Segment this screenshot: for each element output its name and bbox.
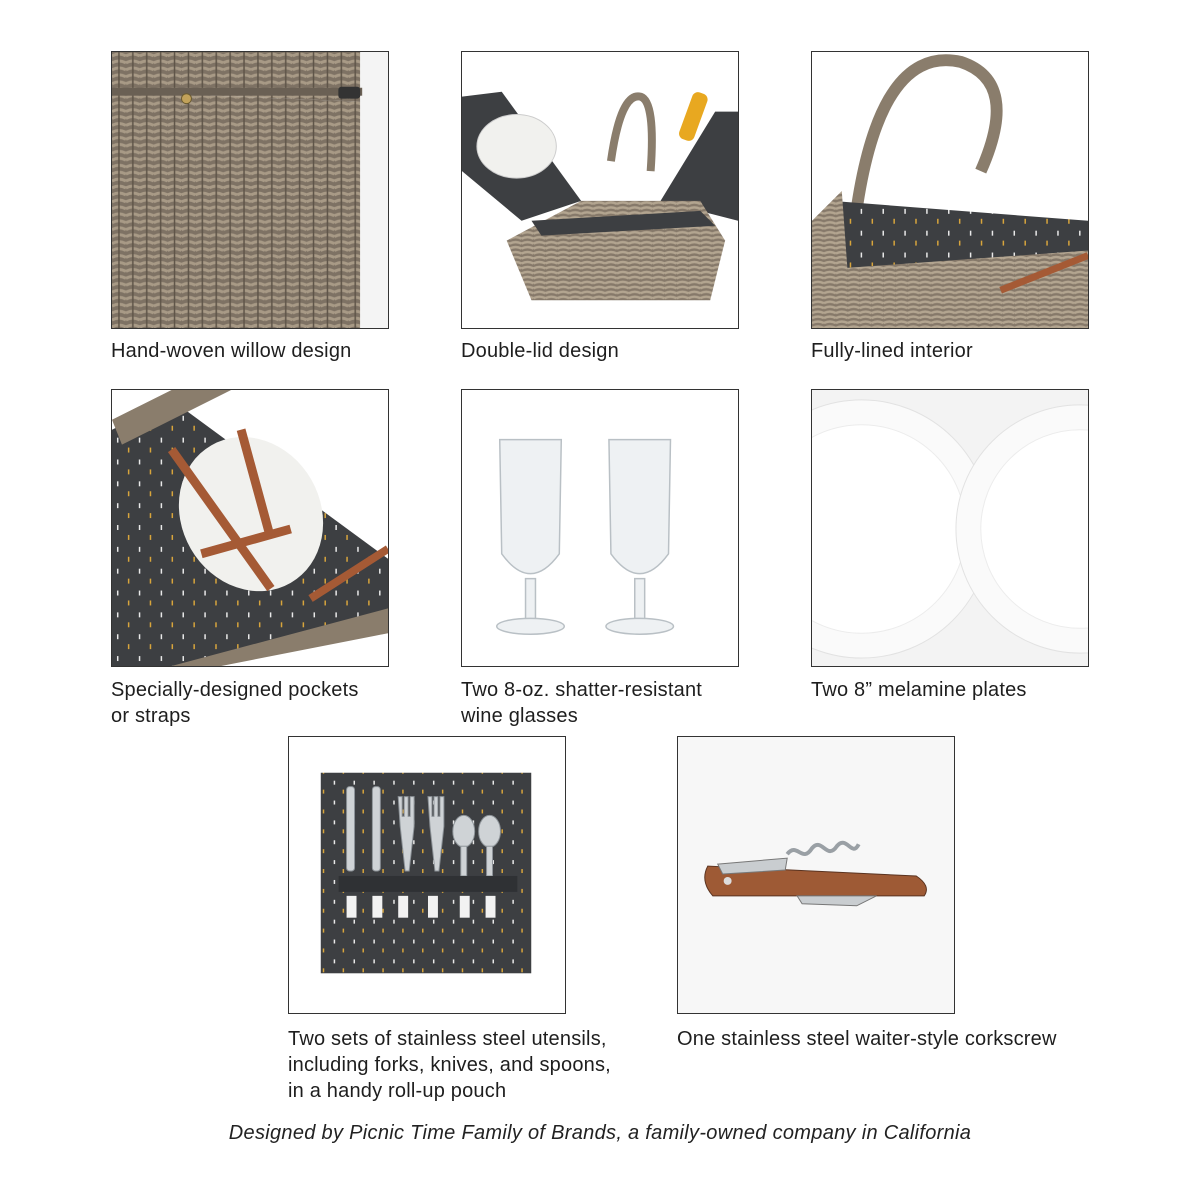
- caption-fully-lined: [811, 338, 1111, 364]
- utensil-pouch-image: [288, 736, 566, 1014]
- caption-line: Two 8” melamine plates: [811, 679, 1027, 701]
- lined-interior-image: [811, 51, 1089, 329]
- caption-line: Specially-designed pockets: [111, 679, 359, 701]
- caption-pockets-straps: [111, 677, 411, 729]
- caption-line: Two sets of stainless steel utensils,: [288, 1028, 607, 1050]
- caption-line: Two 8-oz. shatter-resistant: [461, 679, 703, 701]
- melamine-plates-image: [811, 389, 1089, 667]
- caption-line: in a handy roll-up pouch: [288, 1080, 507, 1102]
- caption-line: wine glasses: [461, 705, 578, 727]
- caption-corkscrew: [677, 1026, 1097, 1052]
- caption-hand-woven: [111, 338, 411, 364]
- double-lid-basket-image: [461, 51, 739, 329]
- pocket-straps-image: [111, 389, 389, 667]
- caption-line: Double-lid design: [461, 340, 619, 362]
- caption-line: Fully-lined interior: [811, 340, 973, 362]
- company-footer: Designed by Picnic Time Family of Brands, a family-owned company in California: [228, 1122, 972, 1144]
- caption-line: One stainless steel waiter-style corkscrew: [677, 1028, 1057, 1050]
- caption-double-lid: [461, 338, 761, 364]
- corkscrew-image: [677, 736, 955, 1014]
- caption-line: including forks, knives, and spoons,: [288, 1054, 611, 1076]
- wine-glasses-image: [461, 389, 739, 667]
- wicker-basket-image: [111, 51, 389, 329]
- caption-plates: [811, 677, 1111, 703]
- caption-wine-glasses: [461, 677, 761, 729]
- caption-line: Hand-woven willow design: [111, 340, 352, 362]
- caption-utensils: [288, 1026, 648, 1104]
- caption-line: or straps: [111, 705, 191, 727]
